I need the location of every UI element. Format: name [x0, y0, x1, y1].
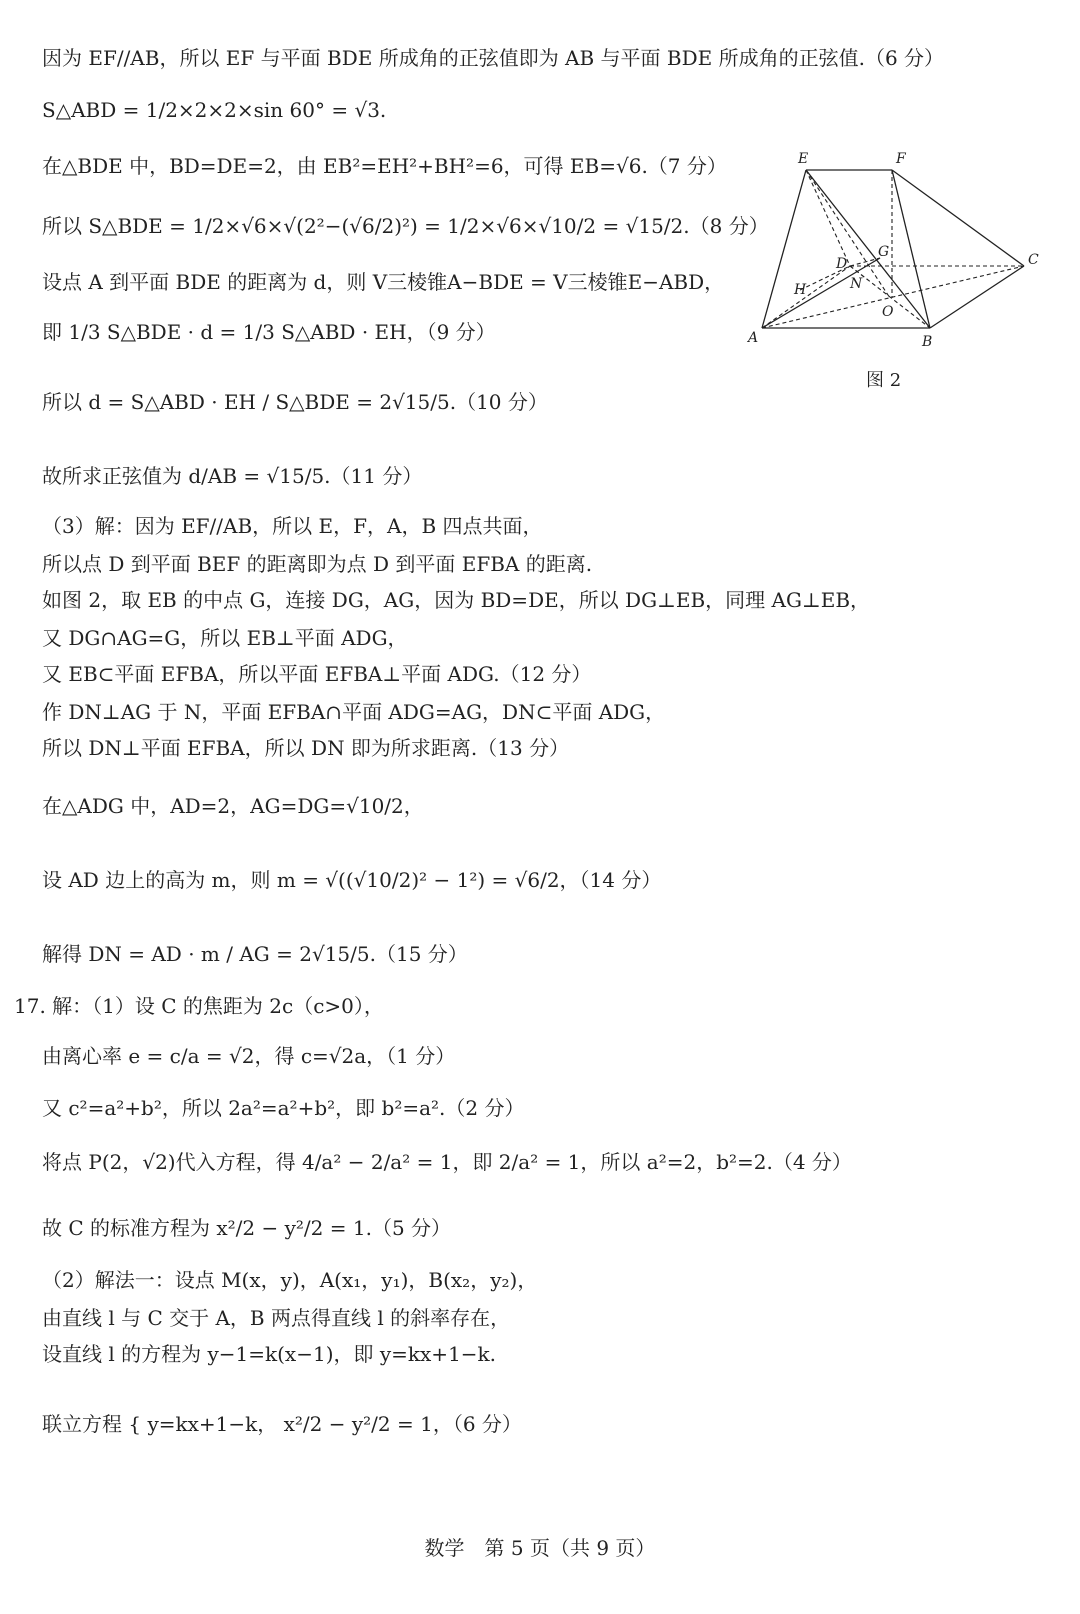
text-line-3: 在△BDE 中，BD=DE=2，由 EB²=EH²+BH²=6，可得 EB=√6.（7 分） [42, 154, 727, 178]
edge-AG [762, 258, 880, 328]
label-D: D [836, 256, 848, 272]
text-line-20: 由离心率 e = c/a = √2，得 c=√2a，（1 分） [42, 1044, 456, 1068]
text-line-5: 设点 A 到平面 BDE 的距离为 d，则 V三棱锥A−BDE = V三棱锥E−ABD， [42, 270, 725, 294]
text-line-22: 将点 P(2，√2)代入方程，得 4/a² − 2/a² = 1，即 2/a² = 1，所以 a²=2，b²=2.（4 分） [42, 1150, 852, 1174]
text-line-14: 作 DN⊥AG 于 N，平面 EFBA∩平面 ADG=AG，DN⊂平面 ADG， [42, 700, 666, 724]
edge-BC [930, 266, 1024, 328]
text-line-15: 所以 DN⊥平面 EFBA，所以 DN 即为所求距离.（13 分） [42, 736, 570, 760]
text-line-26: 设直线 l 的方程为 y−1=k(x−1)，即 y=kx+1−k. [42, 1342, 497, 1366]
label-A: A [748, 330, 759, 346]
edge-EA [762, 170, 806, 328]
text-line-17: 设 AD 边上的高为 m，则 m = √((√10/2)² − 1²) = √6/2，（14 分） [42, 868, 662, 892]
figure-caption: 图 2 [866, 370, 902, 391]
label-B: B [922, 334, 933, 350]
text-line-19: 17. 解：（1）设 C 的焦距为 2c（c>0）， [14, 994, 384, 1018]
label-E: E [798, 151, 809, 167]
label-F: F [896, 151, 906, 167]
edge-EO [806, 170, 890, 298]
text-line-4: 所以 S△BDE = 1/2×√6×√(2²−(√6/2)²) = 1/2×√6×√10/2 = √15/2.（8 分） [42, 214, 769, 238]
label-G: G [878, 244, 890, 260]
label-H: H [794, 282, 807, 298]
text-line-10: 所以点 D 到平面 BEF 的距离即为点 D 到平面 EFBA 的距离. [42, 552, 593, 576]
text-line-11: 如图 2，取 EB 的中点 G，连接 DG，AG，因为 BD=DE，所以 DG⊥EB，同理 AG⊥EB， [42, 588, 871, 612]
label-O: O [882, 304, 894, 320]
text-line-24: （2）解法一：设点 M(x，y)，A(x₁，y₁)，B(x₂，y₂)， [42, 1268, 538, 1292]
text-line-16: 在△ADG 中，AD=2，AG=DG=√10/2， [42, 794, 424, 818]
text-line-6: 即 1/3 S△BDE · d = 1/3 S△ABD · EH，（9 分） [42, 320, 496, 344]
text-line-1: 因为 EF//AB，所以 EF 与平面 BDE 所成角的正弦值即为 AB 与平面 BDE 所成角的正弦值.（6 分） [42, 46, 945, 70]
text-line-27: 联立方程 { y=kx+1−k， x²/2 − y²/2 = 1，（6 分） [42, 1412, 522, 1436]
text-line-25: 由直线 l 与 C 交于 A，B 两点得直线 l 的斜率存在， [42, 1306, 511, 1330]
text-line-21: 又 c²=a²+b²，所以 2a²=a²+b²，即 b²=a².（2 分） [42, 1096, 525, 1120]
text-line-18: 解得 DN = AD · m / AG = 2√15/5.（15 分） [42, 942, 468, 966]
text-line-12: 又 DG∩AG=G，所以 EB⊥平面 ADG， [42, 626, 408, 650]
text-line-9: （3）解：因为 EF//AB，所以 E，F，A，B 四点共面， [42, 514, 543, 538]
text-line-13: 又 EB⊂平面 EFBA，所以平面 EFBA⊥平面 ADG.（12 分） [42, 662, 592, 686]
geometry-figure [748, 148, 1056, 408]
label-C: C [1028, 252, 1039, 268]
text-line-8: 故所求正弦值为 d/AB = √15/5.（11 分） [42, 464, 423, 488]
label-N: N [850, 276, 863, 292]
text-line-7: 所以 d = S△ABD · EH / S△BDE = 2√15/5.（10 分） [42, 390, 548, 414]
text-line-2: S△ABD = 1/2×2×2×sin 60° = √3. [42, 98, 387, 122]
text-line-23: 故 C 的标准方程为 x²/2 − y²/2 = 1.（5 分） [42, 1216, 452, 1240]
page-footer: 数学 第 5 页（共 9 页） [424, 1536, 656, 1560]
